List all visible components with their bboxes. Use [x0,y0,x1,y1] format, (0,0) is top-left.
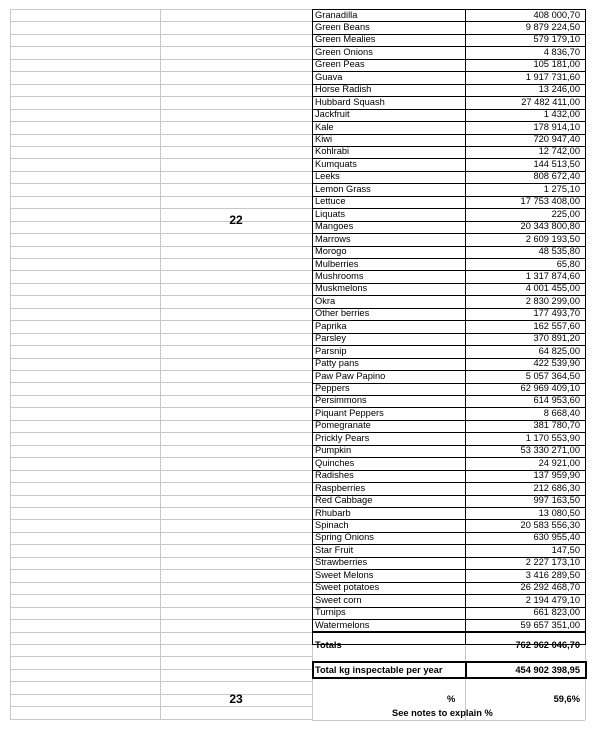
row-name: Okra [315,295,336,306]
row-name: Pumpkin [315,445,352,456]
row-value: 212 686,30 [533,482,580,493]
grid-line [10,382,312,383]
grid-line [10,308,312,309]
row-name: Other berries [315,308,370,319]
grid-line [10,171,312,172]
grid-line [312,677,585,679]
row-value: 59 657 351,00 [520,619,580,630]
row-name: Peppers [315,383,350,393]
row-value: 422 539,90 [533,358,580,369]
grid-line [10,619,312,620]
row-value: 24 921,00 [538,457,580,468]
row-name: Pomegranate [315,420,371,431]
grid-line [160,9,161,720]
row-value: 162 557,60 [533,320,580,331]
grid-line [312,9,313,645]
row-value: 20 583 556,30 [520,519,580,530]
row-value: 8 668,40 [543,407,580,418]
grid-line [10,295,312,296]
totals-label: Totals [315,640,342,650]
row-name: Liquats [315,208,345,219]
row-name: Piquant Peppers [315,407,384,418]
row-value: 13 080,50 [538,507,580,518]
row-name: Paprika [315,320,347,331]
row-name: Raspberries [315,482,366,493]
row-value: 48 535,80 [538,246,580,257]
grid-line [465,9,466,645]
row-value: 137 959,90 [533,470,580,481]
grid-line [10,270,312,271]
grid-line [10,532,312,533]
grid-line [10,507,312,508]
row-value: 1 917 731,60 [525,71,580,82]
row-value: 614 953,60 [533,395,580,406]
row-name: Kumquats [315,158,357,169]
grid-line [10,258,312,259]
row-name: Sweet corn [315,594,362,605]
row-value: 105 181,00 [533,59,580,70]
row-name: Quinches [315,457,355,468]
row-value: 20 343 800,80 [520,221,580,232]
inspectable-value: 454 902 398,95 [515,665,580,675]
totals-value: 762 962 046,70 [515,640,580,650]
grid-line [10,183,312,184]
grid-line [10,470,312,471]
row-name: Jackfruit [315,109,350,120]
row-name: Sweet potatoes [315,582,380,593]
grid-line [10,84,312,85]
row-value: 2 227 173,10 [525,557,580,568]
grid-line [10,134,312,135]
row-name: Paw Paw Papino [315,370,386,381]
grid-line [10,632,312,633]
percent-value: 59,6% [553,694,580,704]
row-name: Muskmelons [315,283,368,294]
row-name: Mangoes [315,221,354,232]
grid-line [10,59,312,60]
grid-line [10,644,312,645]
row-value: 147,50 [551,544,580,555]
grid-line [10,569,312,570]
grid-line [10,582,312,583]
grid-line [10,158,312,159]
row-value: 661 823,00 [533,607,580,618]
grid-line [10,96,312,97]
grid-line [10,656,312,657]
row-name: Strawberries [315,557,368,568]
row-value: 5 057 364,50 [525,370,580,381]
row-value: 1 432,00 [543,109,580,120]
row-name: Lettuce [315,196,346,207]
row-value: 12 742,00 [538,146,580,157]
grid-line [10,681,312,682]
row-name: Star Fruit [315,544,354,555]
grid-line [10,482,312,483]
row-name: Sweet Melons [315,569,374,580]
grid-line [585,644,586,720]
grid-line [10,146,312,147]
row-name: Mulberries [315,258,359,269]
grid-line [10,495,312,496]
grid-line [10,345,312,346]
grid-line [10,445,312,446]
row-name: Spinach [315,519,349,530]
grid-line [10,233,312,234]
row-name: Leeks [315,171,340,182]
row-name: Parsnip [315,345,347,356]
row-value: 1 170 553,90 [525,432,580,443]
row-name: Green Onions [315,46,373,57]
grid-line [10,395,312,396]
row-name: Green Peas [315,59,365,70]
row-name: Lemon Grass [315,183,371,194]
row-value: 27 482 411,00 [521,96,580,107]
grid-line [10,333,312,334]
row-value: 3 416 289,50 [525,569,580,580]
row-value: 178 914,10 [533,121,580,132]
grid-line [312,661,585,663]
row-value: 2 609 193,50 [525,233,580,244]
row-name: Granadilla [315,9,358,20]
grid-line [10,544,312,545]
grid-line [10,594,312,595]
row-value: 177 493,70 [533,308,580,319]
grid-line [465,661,467,679]
row-name: Guava [315,71,343,82]
row-name: Green Beans [315,21,370,32]
item-number-22: 22 [229,213,243,227]
row-name: Watermelons [315,619,370,630]
grid-line [585,661,587,679]
grid-line [10,370,312,371]
grid-line [10,432,312,433]
grid-line [312,208,585,209]
row-name: Kale [315,121,334,132]
grid-line [10,196,312,197]
row-value: 808 672,40 [533,171,580,182]
row-name: Hubbard Squash [315,96,385,107]
row-name: Morogo [315,246,347,257]
grid-line [10,34,312,35]
row-name: Rhubarb [315,507,351,518]
row-value: 4 001 455,00 [525,283,580,294]
grid-line [10,21,312,22]
grid-line [312,661,314,679]
row-value: 13 246,00 [538,84,580,95]
grid-line [10,121,312,122]
grid-line [10,719,312,720]
grid-line [10,557,312,558]
row-name: Mushrooms [315,270,364,281]
grid-line [585,9,586,645]
row-value: 9 879 224,50 [525,21,580,32]
grid-line [10,208,312,209]
row-value: 579 179,10 [533,34,580,45]
row-value: 62 969 409,10 [520,383,580,393]
row-name: Prickly Pears [315,432,370,443]
grid-line [10,71,312,72]
grid-line [10,407,312,408]
row-value: 370 891,20 [533,333,580,344]
row-name: Kohlrabi [315,146,350,157]
row-value: 144 513,50 [533,158,580,169]
row-value: 65,80 [556,258,580,269]
grid-line [10,358,312,359]
row-name: Parsley [315,333,347,344]
grid-line [10,283,312,284]
row-value: 1 275,10 [543,183,580,194]
grid-line [312,631,585,633]
row-value: 225,00 [551,208,580,219]
grid-line [10,9,11,720]
grid-line [10,457,312,458]
grid-line [10,109,312,110]
row-value: 17 753 408,00 [520,196,580,207]
grid-line [312,720,585,721]
grid-line [10,9,312,10]
grid-line [10,607,312,608]
inspectable-label: Total kg inspectable per year [315,665,443,675]
row-value: 408 000,70 [533,9,580,20]
row-name: Spring Onions [315,532,374,543]
notes-text: See notes to explain % [392,708,493,718]
row-name: Marrows [315,233,351,244]
row-value: 4 836,70 [543,46,580,57]
row-value: 26 292 468,70 [520,582,580,593]
grid-line [10,246,312,247]
row-name: Persimmons [315,395,367,406]
grid-line [10,420,312,421]
row-value: 997 163,50 [533,495,580,506]
row-name: Horse Radish [315,84,372,95]
row-value: 720 947,40 [533,134,580,144]
row-value: 53 330 271,00 [520,445,580,456]
row-value: 2 830 299,00 [525,295,580,306]
percent-label: % [447,694,456,704]
grid-line [10,320,312,321]
grid-line [10,706,312,707]
grid-line [10,46,312,47]
row-name: Green Mealies [315,34,376,45]
row-value: 381 780,70 [533,420,580,431]
row-value: 630 955,40 [533,532,580,543]
row-name: Turnips [315,607,346,618]
item-number-23: 23 [229,692,243,706]
row-name: Patty pans [315,358,359,369]
grid-line [10,519,312,520]
row-value: 1 317 874,60 [525,270,580,281]
row-value: 2 194 479,10 [525,594,580,605]
row-value: 64 825,00 [538,345,580,356]
row-name: Radishes [315,470,354,481]
row-name: Red Cabbage [315,495,373,506]
row-name: Kiwi [315,134,333,144]
grid-line [10,669,312,670]
